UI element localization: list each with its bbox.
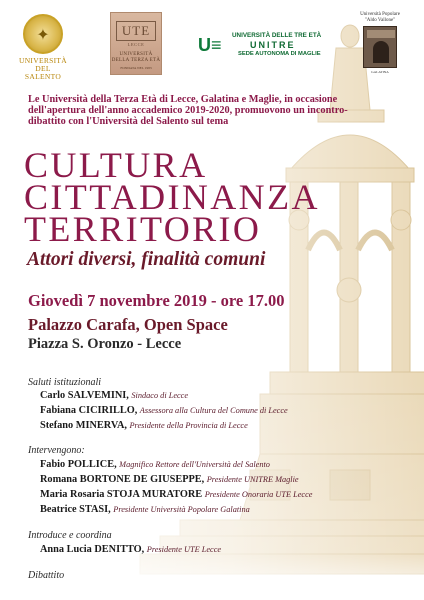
list-item [40,544,221,555]
person-name: Carlo SALVEMINI, [40,390,129,401]
popolare-sub: GALATINA [371,70,389,74]
title-line-2: CITTADINANZA [24,177,320,217]
unisalento-line1: UNIVERSITÀ [19,56,67,65]
person-name: Fabio POLLICE, [40,459,117,470]
unitre-line2: UNITRE [250,40,296,50]
unitre-logo-icon [198,34,228,56]
list-item [40,489,312,500]
person-name: Maria Rosaria STOJA MURATORE [40,489,203,500]
unisalento-logo [18,14,68,81]
section-heading-moderator: Introduce e coordina [28,530,112,541]
person-role: Presidente della Provincia di Lecce [129,421,248,430]
ute-line2: DELLA TERZA ETÀ [111,58,161,63]
popolare-line1: Università Popolare [360,12,400,17]
ute-logo-icon [116,21,156,41]
person-name: Beatrice STASI, [40,504,111,515]
intro-text: Le Università della Terza Età di Lecce, Galatina e Maglie, in occasione dell'apertura dell'anno accademico 2019-2020, promuovono un incontro-dibattito con l'Università del Salento sul tema [28,94,348,128]
person-role: Sindaco di Lecce [131,391,189,400]
title-line-1: CULTURA [24,145,208,185]
university-seal-icon: ✦ [23,14,63,54]
event-address: Piazza S. Oronzo - Lecce [28,336,182,352]
ute-line1: UNIVERSITÀ [119,52,153,57]
unitre-logo [198,32,338,62]
list-item [40,405,288,416]
unitre-line3: SEDE AUTONOMA DI MAGLIE [238,51,321,57]
ute-city: LECCE [127,42,145,47]
person-role: Presidente Onoraria UTE Lecce [204,490,313,499]
list-item [40,390,188,401]
list-item [40,504,250,515]
unisalento-line2: DEL SALENTO [24,64,62,81]
person-role: Presidente UNITRE Maglie [206,475,299,484]
list-item [40,474,299,485]
person-role: Presidente Università Popolare Galatina [113,505,250,514]
list-item [40,459,270,470]
person-name: Fabiana CICIRILLO, [40,405,138,416]
person-role: Presidente UTE Lecce [146,545,222,554]
ute-sub: FONDATA NEL 1983 [120,66,152,70]
ute-acronym: UTE [121,23,151,38]
universita-popolare-logo [354,12,406,74]
popolare-line2: "Aldo Vallone" [364,18,396,23]
section-heading-debate: Dibattito [28,570,65,581]
building-icon [363,26,397,68]
person-role: Magnifico Rettore dell'Università del Salento [119,460,270,469]
title-line-3: TERRITORIO [24,209,262,249]
event-venue: Palazzo Carafa, Open Space [28,315,228,334]
list-item [40,420,248,431]
person-name: Anna Lucia DENITTO, [40,544,145,555]
unitre-line1: UNIVERSITÀ DELLE TRE ETÀ [232,32,322,39]
person-name: Stefano MINERVA, [40,420,127,431]
event-datetime: Giovedì 7 novembre 2019 - ore 17.00 [28,291,285,310]
section-heading-greetings: Saluti istituzionali [28,377,102,388]
person-name: Romana BORTONE DE GIUSEPPE, [40,474,205,485]
unitre-mark: U≡ [198,35,222,55]
subtitle: Attori diversi, finalità comuni [27,249,266,270]
person-role: Assessora alla Cultura del Comune di Lecce [139,406,288,415]
section-heading-speakers: Intervengono: [28,445,85,456]
ute-logo [110,12,162,75]
